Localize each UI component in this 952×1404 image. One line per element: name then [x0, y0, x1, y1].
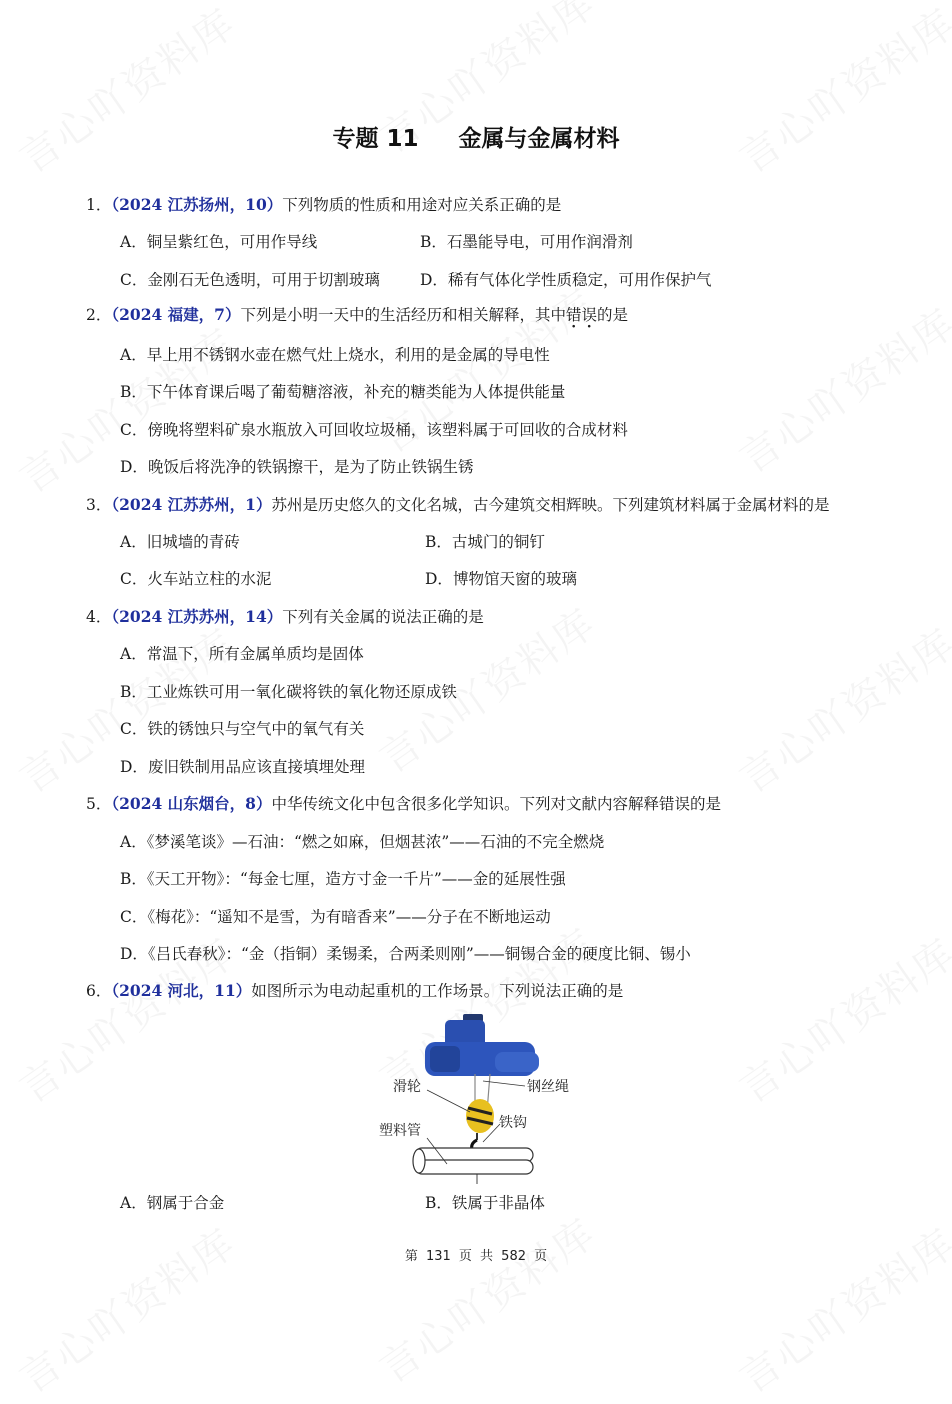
watermark [6, 0, 245, 184]
watermark [726, 613, 952, 804]
question-number: 1． [86, 196, 112, 214]
option-b: B．铁属于非晶体 [425, 1194, 545, 1212]
emphasis-dot-text: 误 [581, 306, 597, 324]
question-source: （2024 山东烟台，8） [111, 794, 272, 813]
question-3 [86, 493, 829, 515]
question-stem: 如图所示为电动起重机的工作场景。下列说法正确的是 [251, 982, 624, 1000]
electric-crane-illustration [375, 1012, 585, 1184]
page-number: 第 131 页 共 582 页 [404, 1249, 548, 1264]
watermark [726, 0, 952, 184]
option-b: B．下午体育课后喝了葡萄糖溶液，补充的糖类能为人体提供能量 [120, 383, 566, 401]
question-6 [86, 979, 623, 1001]
page-title [0, 120, 952, 153]
question-4 [86, 605, 484, 627]
option-d: D．博物馆天窗的玻璃 [425, 570, 577, 588]
question-source: （2024 江苏苏州，1） [111, 495, 272, 514]
option-a: A．旧城墙的青砖 [120, 533, 240, 551]
question-source: （2024 河北，11） [111, 981, 252, 1000]
watermark [366, 1203, 605, 1394]
question-stem: 中华传统文化中包含很多化学知识。下列对文献内容解释错误的是 [271, 795, 721, 813]
question-stem: 苏州是历史悠久的文化名城，古今建筑交相辉映。下列建筑材料属于金属材料的是 [271, 496, 830, 514]
watermark [726, 293, 952, 484]
label-pulley: 滑轮 [393, 1079, 421, 1095]
question-source: （2024 福建，7） [111, 305, 241, 324]
question-5 [86, 792, 721, 814]
question-stem: 下列是小明一天中的生活经历和相关解释，其中 [240, 306, 566, 324]
question-number: 5． [86, 795, 112, 813]
emphasis-dot-text: 错 [565, 306, 582, 324]
option-c: C．火车站立柱的水泥 [120, 570, 272, 588]
topic-title: 金属与金属材料 [458, 126, 620, 152]
option-c: C．铁的锈蚀只与空气中的氧气有关 [120, 720, 365, 738]
option-b: B．工业炼铁可用一氧化碳将铁的氧化物还原成铁 [120, 683, 457, 701]
watermark [6, 1213, 245, 1404]
option-d: D．稀有气体化学性质稳定，可用作保护气 [420, 271, 712, 289]
option-b: B．石墨能导电，可用作润滑剂 [420, 233, 633, 251]
label-iron-hook: 铁钩 [499, 1115, 527, 1131]
option-c: C．傍晚将塑料矿泉水瓶放入可回收垃圾桶，该塑料属于可回收的合成材料 [120, 421, 628, 439]
question-2: 2．（2024 福建，7）下列是小明一天中的生活经历和相关解释，其中错误的是 [86, 305, 629, 324]
question-stem: 下列有关金属的说法正确的是 [282, 608, 484, 626]
crane-figure [375, 1012, 585, 1184]
question-number: 6． [86, 982, 112, 1000]
option-c: C．《梅花》：“遥知不是雪，为有暗香来”——分子在不断地运动 [120, 908, 551, 926]
option-d: D．晚饭后将洗净的铁锅擦干，是为了防止铁锅生锈 [120, 458, 474, 476]
question-source: （2024 江苏扬州，10） [111, 195, 283, 214]
question-number: 4． [86, 608, 112, 626]
watermark [726, 923, 952, 1114]
question-stem: 下列物质的性质和用途对应关系正确的是 [282, 196, 562, 214]
watermark [726, 1213, 952, 1404]
option-d: D．《吕氏春秋》：“金（指铜）柔锡柔，合两柔则刚”——铜锡合金的硬度比铜、锡小 [120, 945, 691, 963]
option-a: A．常温下，所有金属单质均是固体 [120, 645, 364, 663]
question-1 [86, 193, 561, 215]
option-c: C．金刚石无色透明，可用于切割玻璃 [120, 271, 380, 289]
label-plastic-pipe: 塑料管 [379, 1123, 421, 1139]
option-a: A．铜呈紫红色，可用作导线 [120, 233, 318, 251]
question-number: 3． [86, 496, 112, 514]
question-source: （2024 江苏苏州，14） [111, 607, 283, 626]
topic-number: 专题 11 [332, 126, 419, 152]
option-d: D．废旧铁制用品应该直接填埋处理 [120, 758, 365, 776]
option-a: A．钢属于合金 [120, 1194, 225, 1212]
option-a: A．早上用不锈钢水壶在燃气灶上烧水，利用的是金属的导电性 [120, 346, 550, 364]
option-a: A．《梦溪笔谈》—石油：“燃之如麻，但烟甚浓”——石油的不完全燃烧 [120, 833, 605, 851]
question-number: 2． [86, 306, 112, 324]
label-wire-rope: 钢丝绳 [527, 1079, 569, 1095]
option-b: B．古城门的铜钉 [425, 533, 545, 551]
option-b: B．《天工开物》：“每金七厘，造方寸金一千片”——金的延展性强 [120, 870, 566, 888]
